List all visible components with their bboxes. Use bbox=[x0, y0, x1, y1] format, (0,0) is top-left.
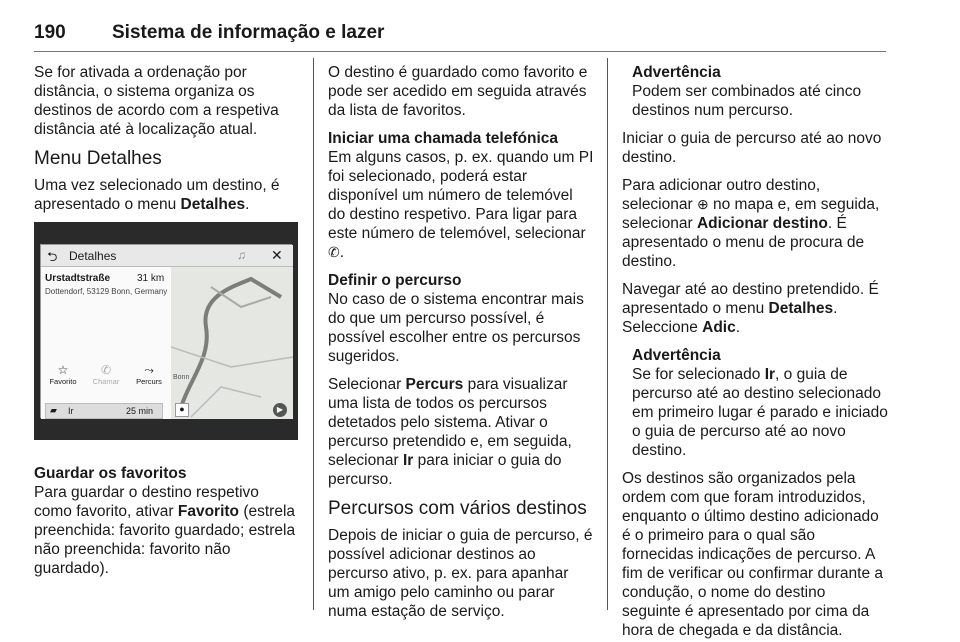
star-icon: ☆ bbox=[57, 363, 69, 377]
map-label: Bonn bbox=[173, 374, 190, 381]
column-1 bbox=[34, 63, 298, 223]
call-action: ✆ Chamar bbox=[86, 363, 126, 386]
paragraph: No caso de o sistema encontrar mais do que um percurso possível, é possível escolher entre os percursos sugeridos. bbox=[328, 291, 584, 365]
column-2 bbox=[328, 63, 594, 630]
car-icon: ▰ bbox=[50, 405, 57, 415]
note-title: Advertência bbox=[632, 64, 721, 81]
section-heading-phone-call: Iniciar uma chamada telefónica bbox=[328, 130, 559, 147]
page-header bbox=[34, 22, 886, 52]
map-view bbox=[171, 267, 293, 419]
screen-title-bar bbox=[41, 245, 293, 267]
crosshair-icon: ⊕ bbox=[696, 196, 709, 212]
paragraph: Iniciar o guia de percurso até ao novo destino. bbox=[622, 130, 882, 166]
distance: 31 km bbox=[137, 273, 165, 284]
play-icon: ▶ bbox=[273, 403, 287, 417]
paragraph: Selecionar Percurs para visualizar uma lista de todos os percursos detetados pelo sistema. Ativar o percurso pretendido e, em seguida, selecionar Ir para iniciar o guia do percurso. bbox=[328, 376, 572, 488]
column-1-lower bbox=[34, 458, 298, 587]
paragraph: Para adicionar outro destino, selecionar ⊕ no mapa e, em seguida, selecionar Adicionar destino. É apresentado o menu de procura de destino. bbox=[622, 177, 880, 270]
street-name: Urstadtstraße bbox=[45, 273, 111, 284]
go-button: ▰ Ir 25 min bbox=[45, 403, 163, 419]
details-menu-screenshot bbox=[34, 222, 298, 440]
note-title: Advertência bbox=[632, 347, 721, 364]
phone-icon: ✆ bbox=[328, 244, 340, 260]
map-roads bbox=[171, 267, 293, 419]
chapter-title: Sistema de informação e lazer bbox=[112, 22, 385, 43]
address: Dottendorf, 53129 Bonn, Germany bbox=[45, 287, 168, 296]
note-box bbox=[622, 63, 888, 120]
back-arrow-icon: ⮌ bbox=[47, 249, 58, 264]
note-text: Podem ser combinados até cinco destinos num percurso. bbox=[632, 83, 862, 119]
action-row bbox=[41, 363, 171, 397]
paragraph: Os destinos são organizados pela ordem com que foram introduzidos, enquanto o último destino adicionado é o primeiro para o qual são fornecidas indicações de percurso. A fim de verificar ou confirmar durante a condução, o nome do destino seguinte é apresentado por cima da hora de chegada e da distância. bbox=[622, 470, 884, 639]
display-screen bbox=[40, 244, 292, 418]
paragraph: Depois de iniciar o guia de percurso, é possível adicionar destinos ao percurso ativo, p. ex. para apanhar um amigo pelo caminho ou parar numa estação de serviço. bbox=[328, 527, 593, 620]
paragraph: Navegar até ao destino pretendido. É apresentado o menu Detalhes. Seleccione Adic. bbox=[622, 281, 879, 336]
favorite-action: ☆ Favorito bbox=[43, 363, 83, 386]
paragraph: O destino é guardado como favorito e pode ser acedido em seguida através da lista de favoritos. bbox=[328, 64, 588, 119]
paragraph: Em alguns casos, p. ex. quando um PI foi selecionado, poderá estar disponível um número de telemóvel do destino respetivo. Para ligar para este número de telemóvel, selecionar ✆. bbox=[328, 149, 594, 261]
music-icon: ♫ bbox=[237, 248, 246, 262]
section-heading-save-favorites: Guardar os favoritos bbox=[34, 465, 187, 482]
routes-icon: ⤳ bbox=[144, 363, 154, 377]
section-heading-set-route: Definir o percurso bbox=[328, 272, 462, 289]
pin-icon: ● bbox=[175, 403, 189, 417]
page-number: 190 bbox=[34, 22, 66, 43]
section-heading-details-menu: Menu Detalhes bbox=[34, 148, 162, 169]
column-divider bbox=[607, 58, 608, 610]
paragraph: Para guardar o destino respetivo como favorito, ativar Favorito (estrela preenchida: favorito guardado; estrela não preenchida: favorito não guardado). bbox=[34, 484, 296, 577]
phone-icon: ✆ bbox=[100, 363, 112, 377]
column-3 bbox=[622, 63, 888, 642]
column-divider bbox=[313, 58, 314, 610]
section-heading-multi-destination: Percursos com vários destinos bbox=[328, 498, 587, 519]
close-icon: ✕ bbox=[271, 247, 283, 263]
routes-action: ⤳ Percurs bbox=[129, 363, 169, 386]
paragraph: Uma vez selecionado um destino, é apresentado o menu Detalhes. bbox=[34, 177, 280, 213]
destination-panel bbox=[41, 267, 171, 419]
paragraph: Se for ativada a ordenação por distância, o sistema organiza os destinos de acordo com a respetiva distância até à localização atual. bbox=[34, 64, 279, 138]
note-box: Advertência Se for selecionado Ir, o guia de percurso até ao destino selecionado em primeiro lugar é parado e iniciado o guia de percurso até ao novo destino. bbox=[632, 347, 888, 459]
screen-title: Detalhes bbox=[69, 249, 117, 263]
